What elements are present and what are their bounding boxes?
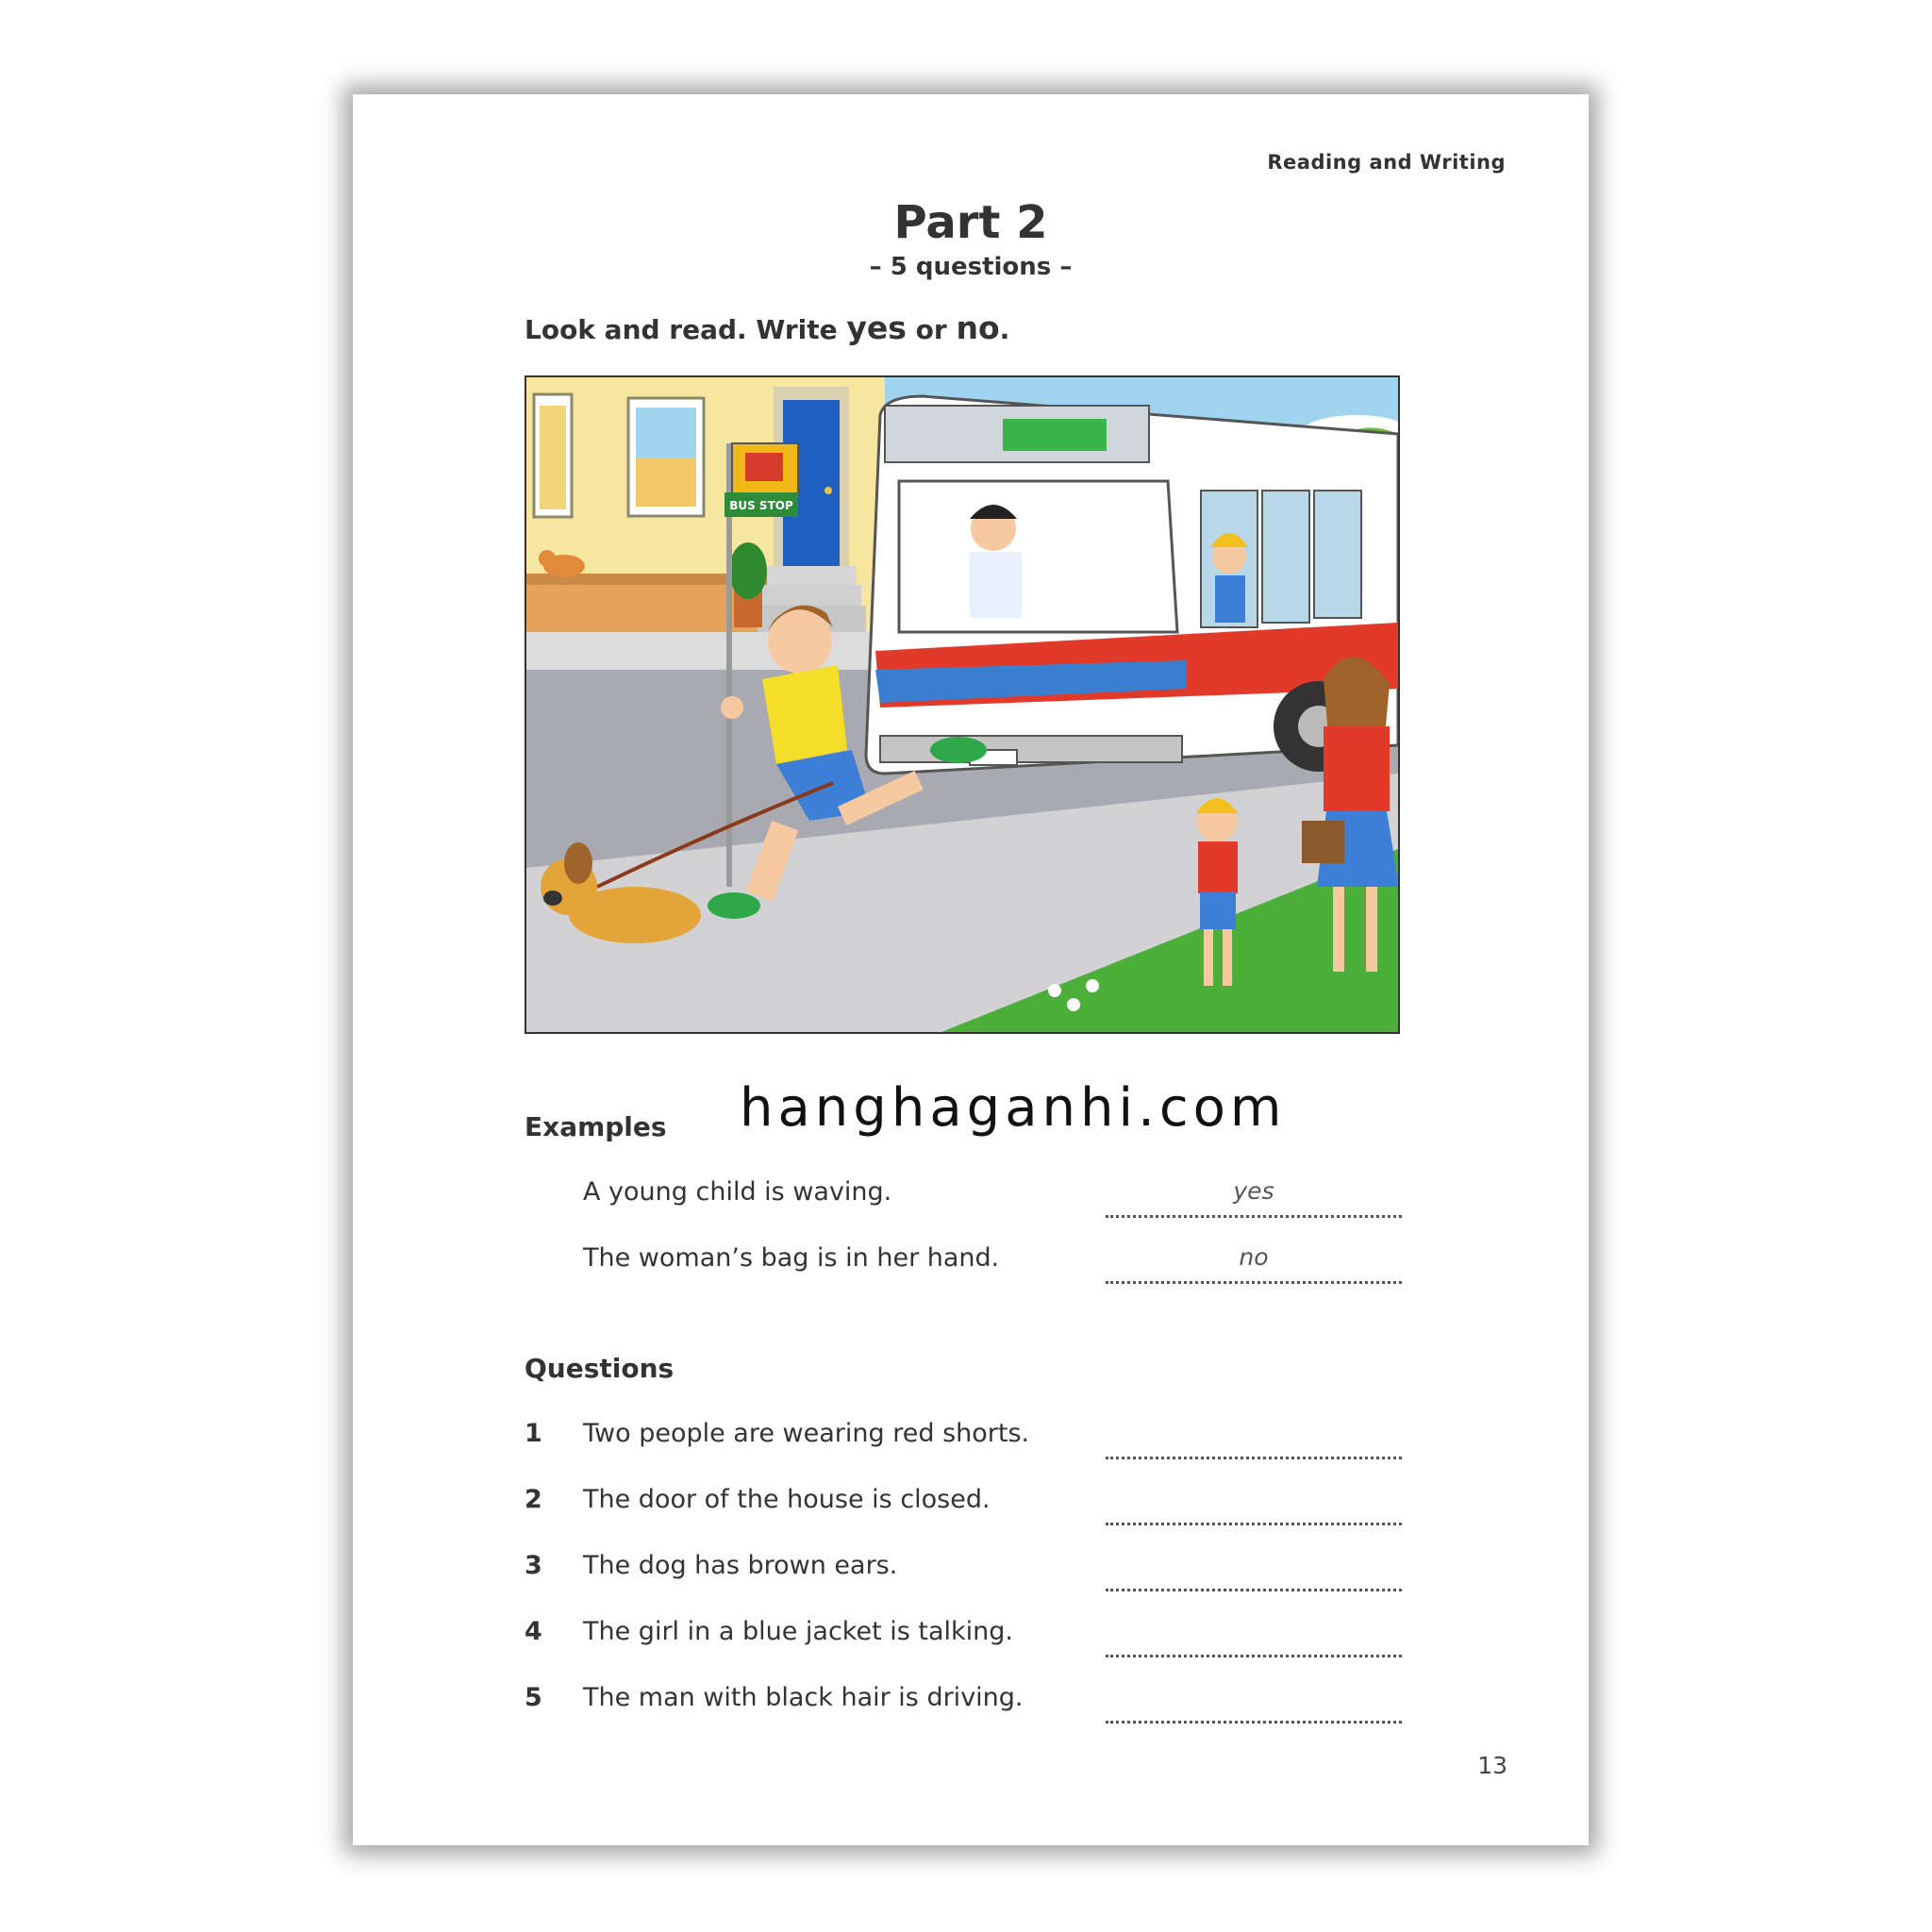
instruction-prefix: Look and read. Write [525,314,847,345]
question-number: 4 [525,1617,542,1646]
answer-line[interactable] [1106,1489,1402,1525]
instruction-yes: yes [846,309,907,346]
example-answer-line [1106,1177,1402,1218]
example-answer-line [1106,1243,1402,1284]
question-number: 5 [525,1683,542,1712]
questions-heading: Questions [525,1353,675,1384]
bus-stop-sign-text: BUS STOP [729,499,793,512]
question-text: The door of the house is closed. [583,1485,991,1514]
answer-line[interactable] [1106,1555,1402,1591]
example-row [525,1243,1402,1285]
question-number: 3 [525,1551,542,1580]
worksheet-page [353,94,1589,1845]
part-title: Part 2 [893,196,1048,249]
instruction-middle: or [906,314,957,345]
question-text: Two people are wearing red shorts. [583,1419,1030,1448]
question-row [525,1551,1402,1592]
question-row [525,1419,1402,1460]
question-text: The girl in a blue jacket is talking. [583,1617,1013,1646]
watermark: hanghaganhi.com [740,1077,1287,1139]
bus-stop-illustration [525,375,1400,1034]
question-text: The man with black hair is driving. [583,1683,1024,1712]
answer-line[interactable] [1106,1423,1402,1459]
question-row [525,1683,1402,1724]
example-answer: yes [1233,1177,1274,1205]
question-number: 2 [525,1485,542,1514]
examples-heading: Examples [525,1111,667,1142]
part-subtitle: – 5 questions – [869,253,1073,281]
example-answer: no [1239,1243,1269,1271]
instruction-suffix: . [999,314,1010,345]
instruction-no: no [956,309,1000,346]
question-row [525,1617,1402,1658]
question-number: 1 [525,1419,542,1448]
answer-line[interactable] [1106,1687,1402,1724]
question-text: The dog has brown ears. [583,1551,898,1580]
question-row [525,1485,1402,1526]
page-number: 13 [1477,1752,1507,1779]
instruction [525,309,1009,346]
example-text: The woman’s bag is in her hand. [583,1243,1000,1273]
answer-line[interactable] [1106,1621,1402,1657]
section-header: Reading and Writing [1267,151,1506,174]
example-row [525,1177,1402,1219]
example-text: A young child is waving. [583,1177,892,1207]
